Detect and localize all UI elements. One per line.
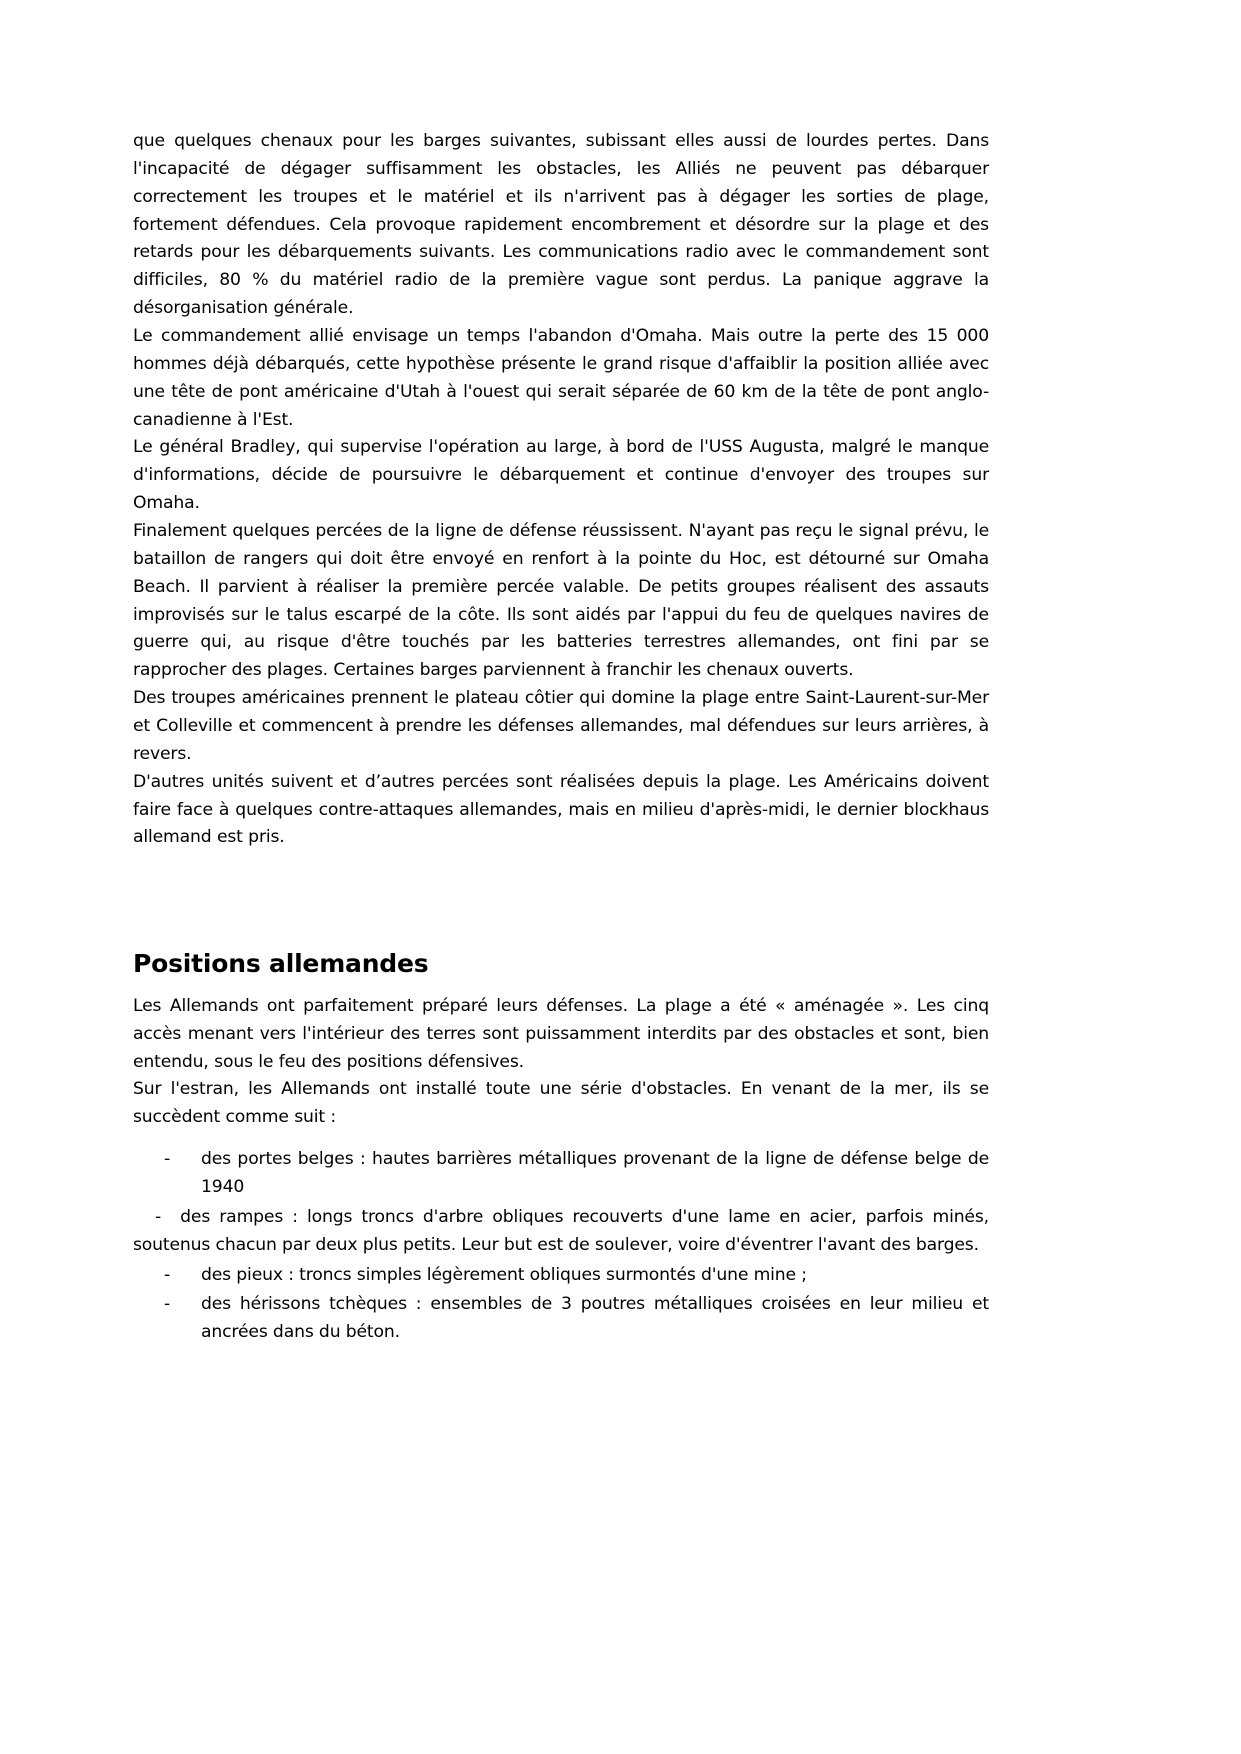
section-heading-positions-allemandes: Positions allemandes <box>133 949 429 979</box>
list-item-label: des hérissons tchèques : ensembles de 3 poutres métalliques croisées en leur milieu et ancrées dans du béton. <box>201 1294 989 1343</box>
list-item-label: des portes belges : hautes barrières métalliques provenant de la ligne de défense belge de 1940 <box>201 1149 989 1197</box>
document-body <box>133 128 989 1347</box>
list-item-label: des pieux : troncs simples légèrement obliques surmontés d'une mine ; <box>201 1264 807 1285</box>
paragraph-general-bradley: Le général Bradley, qui supervise l'opération au large, à bord de l'USS Augusta, malgré le manque d'informations, décide de poursuivre le débarquement et continue d'envoyer des troupes sur Omaha. <box>133 437 989 514</box>
section-spacer <box>133 852 989 948</box>
paragraph-breakthroughs: Finalement quelques percées de la ligne de défense réussissent. N'ayant pas reçu le signal prévu, le bataillon de rangers qui doit être envoyé en renfort à la pointe du Hoc, est détourné sur Omaha Beach. Il parvient à réaliser la première percée valable. De petits groupes réalisent des assauts improvisés sur le talus escarpé de la côte. Ils sont aidés par l'appui du feu de quelques navires de guerre qui, au risque d'être touchés par les batteries terrestres allemandes, ont fini par se rapprocher des plages. Certaines barges parviennent à franchir les chenaux ouverts. <box>133 521 989 681</box>
list-item <box>133 1146 989 1202</box>
paragraph-german-defenses-intro: Les Allemands ont parfaitement préparé leurs défenses. La plage a été « aménagée ». Les cinq accès menant vers l'intérieur des terres sont puissamment interdits par des obstacles et sont, bien entendu, sous le feu des positions défensives. <box>133 995 989 1072</box>
bullet-dash-icon: - <box>164 1264 171 1285</box>
bullet-dash-icon: - <box>164 1294 171 1315</box>
paragraph-plateau-cotier: Des troupes américaines prennent le plateau côtier qui domine la plage entre Saint-Laurent-sur-Mer et Colleville et commencent à prendre les défenses allemandes, mal défendues sur leurs arrières, à revers. <box>133 688 989 764</box>
list-item <box>133 1291 989 1347</box>
list-item <box>133 1262 989 1290</box>
list-item-label: des rampes : longs troncs d'arbre obliques recouverts d'une lame en acier, parfois minés, soutenus chacun par deux plus petits. Leur but est de soulever, voire d'éventrer l'avant des barges. <box>133 1206 989 1255</box>
bullet-dash-icon: - <box>155 1206 162 1227</box>
list-item <box>133 1204 989 1260</box>
paragraph-landing-obstacles: que quelques chenaux pour les barges suivantes, subissant elles aussi de lourdes pertes. Dans l'incapacité de dégager suffisamment les obstacles, les Alliés ne peuvent pas débarquer correctement les troupes et le matériel et ils n'arrivent pas à dégager les sorties de plage, fortement défendues. Cela provoque rapidement encombrement et désordre sur la plage et des retards pour les débarquements suivants. Les communications radio avec le commandement sont difficiles, 80 % du matériel radio de la première vague sont perdus. La panique aggrave la désorganisation générale. <box>133 131 989 319</box>
obstacle-list <box>133 1146 989 1347</box>
paragraph-estran-lead-in: Sur l'estran, les Allemands ont installé toute une série d'obstacles. En venant de la mer, ils se succèdent comme suit : <box>133 1079 989 1128</box>
paragraph-abandon-omaha: Le commandement allié envisage un temps l'abandon d'Omaha. Mais outre la perte des 15 000 hommes déjà débarqués, cette hypothèse présente le grand risque d'affaiblir la position alliée avec une tête de pont américaine d'Utah à l'ouest qui serait séparée de 60 km de la tête de pont anglo-canadienne à l'Est. <box>133 326 989 430</box>
bullet-dash-icon: - <box>164 1149 171 1170</box>
paragraph-counter-attacks: D'autres unités suivent et d’autres percées sont réalisées depuis la plage. Les Américains doivent faire face à quelques contre-attaques allemandes, mais en milieu d'après-midi, le dernier blockhaus allemand est pris. <box>133 771 989 848</box>
